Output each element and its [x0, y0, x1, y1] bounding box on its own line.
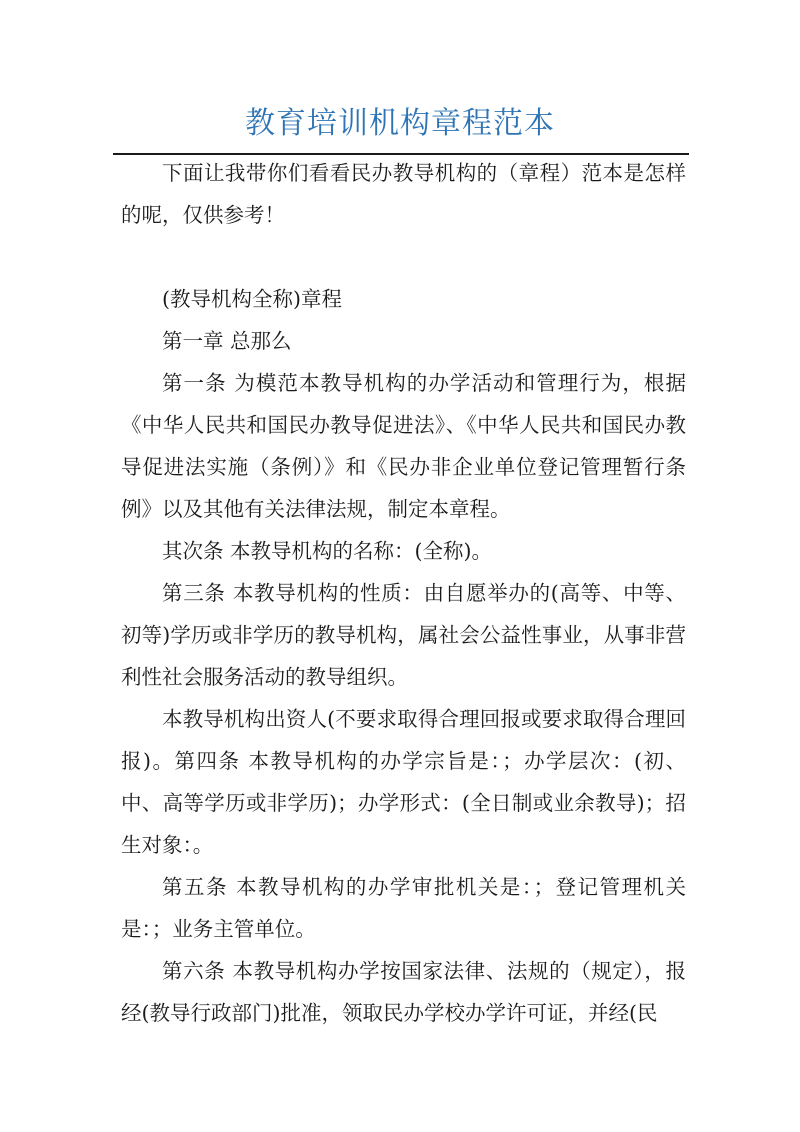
article-paragraph: 其次条 本教导机构的名称：(全称)。 — [162, 539, 493, 563]
chapter-heading: 第一章 总那么 — [162, 329, 292, 353]
article-paragraph: 第一条 为模范本教导机构的办学活动和管理行为，根据《中华人民共和国民办教导促进法》、《中华人民共和国民办教导促进法实施（条例）》和《民办非企业单位登记管理暂行条例》以及其他有关法律法规，制定本章程。 — [121, 371, 686, 521]
article-paragraph: 第三条 本教导机构的性质：由自愿举办的(高等、中等、初等)学历或非学历的教导机构，属社会公益性事业，从事非营利性社会服务活动的教导组织。 — [121, 581, 686, 689]
charter-heading: (教导机构全称)章程 — [162, 287, 342, 311]
intro-paragraph: 下面让我带你们看看民办教导机构的（章程）范本是怎样的呢，仅供参考！ — [121, 161, 686, 227]
document-title: 教育培训机构章程范本 — [245, 106, 555, 141]
document-body — [121, 152, 686, 1034]
article-paragraph: 本教导机构出资人(不要求取得合理回报或要求取得合理回报)。第四条 本教导机构的办学宗旨是：；办学层次：(初、中、高等学历或非学历)；办学形式：(全日制或业余教导)；招生对象：。 — [121, 707, 686, 857]
article-paragraph: 第五条 本教导机构的办学审批机关是：；登记管理机关是：；业务主管单位。 — [121, 875, 686, 941]
article-paragraph: 第六条 本教导机构办学按国家法律、法规的（规定），报经(教导行政部门)批准，领取民办学校办学许可证，并经(民 — [121, 959, 686, 1025]
